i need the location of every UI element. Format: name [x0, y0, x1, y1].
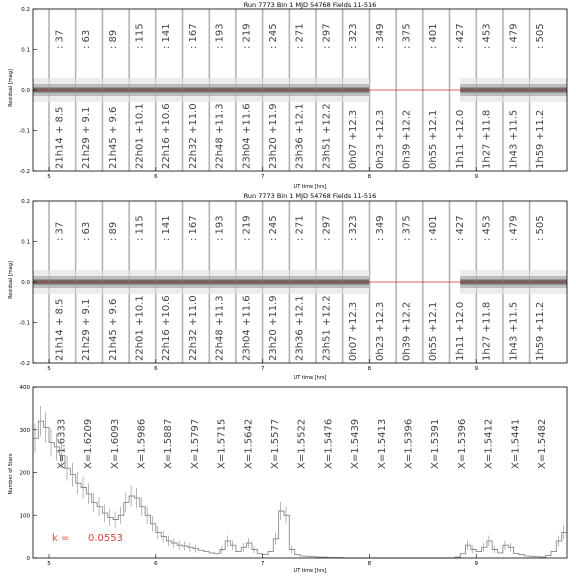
airmass-label: X=1.5887 [163, 418, 175, 469]
airmass-label: X=1.5396 [403, 418, 415, 469]
field-number-label: : 427 [454, 23, 466, 49]
field-number-label: : 115 [134, 23, 146, 49]
field-number-label: : 479 [508, 23, 520, 49]
ra-dec-label: 1h27 +11.8 [481, 109, 493, 169]
ra-dec-label: 23h20 +11.9 [267, 295, 279, 361]
panel-1-x-label: UT time [hrs] [293, 184, 327, 190]
field-number-label: : 37 [54, 29, 66, 49]
ra-dec-label: 23h36 +12.1 [294, 295, 306, 361]
field-number-label: : 349 [374, 215, 386, 241]
ra-dec-label: 0h07 +12.3 [348, 301, 360, 361]
ra-dec-label: 22h48 +11.3 [214, 103, 226, 169]
x-tick-label: 9 [474, 561, 478, 567]
field-number-label: : 271 [294, 23, 306, 49]
y-tick-label: 400 [19, 385, 30, 391]
ra-dec-label: 21h14 + 8.5 [54, 298, 66, 361]
field-number-label: : 89 [107, 221, 119, 241]
x-tick-label: 8 [367, 174, 372, 180]
field-number-label: : 375 [401, 215, 413, 241]
ra-dec-label: 22h32 +11.0 [187, 295, 199, 361]
x-tick-label: 6 [154, 174, 158, 180]
x-tick-label: 6 [154, 366, 158, 372]
ra-dec-label: 1h11 +12.0 [454, 301, 466, 361]
field-number-label: : 479 [508, 215, 520, 241]
field-number-label: : 167 [187, 23, 199, 49]
ra-dec-label: 0h39 +12.2 [401, 109, 413, 169]
field-number-label: : 401 [428, 215, 440, 241]
x-tick-label: 9 [474, 174, 478, 180]
field-number-label: : 245 [267, 23, 279, 49]
field-number-label: : 63 [81, 29, 93, 49]
airmass-label: X=1.5396 [456, 418, 468, 469]
ra-dec-label: 23h04 +11.6 [241, 103, 253, 169]
panel-1-ra-dec-labels [54, 103, 546, 169]
panel-2 [8, 192, 567, 381]
airmass-label: X=1.5797 [189, 418, 201, 469]
panel-2-ra-dec-labels [54, 295, 546, 361]
ra-dec-label: 0h07 +12.3 [348, 109, 360, 169]
airmass-label: X=1.6093 [109, 418, 121, 469]
panel-1-title: Run 7773 Bin 1 MJD 54768 Fields 11-516 [243, 1, 377, 9]
ra-dec-label: 22h01 +10.1 [134, 295, 146, 361]
y-tick-label: 0.2 [21, 199, 30, 205]
y-tick-label: 0 [26, 556, 30, 562]
x-tick-label: 6 [154, 561, 158, 567]
y-tick-label: -0.2 [19, 361, 30, 367]
field-number-label: : 375 [401, 23, 413, 49]
field-number-label: : 141 [161, 215, 173, 241]
field-number-label: : 245 [267, 215, 279, 241]
x-tick-label: 5 [47, 366, 51, 372]
field-number-label: : 453 [481, 23, 493, 49]
field-number-label: : 323 [348, 215, 360, 241]
field-number-label: : 297 [321, 23, 333, 49]
ra-dec-label: 23h04 +11.6 [241, 295, 253, 361]
airmass-label: X=1.5522 [296, 418, 308, 469]
airmass-label: X=1.6209 [83, 418, 95, 469]
panel-1-y-label: Residual [mag] [8, 69, 14, 107]
airmass-label: X=1.5441 [510, 418, 522, 469]
airmass-label: X=1.5476 [323, 418, 335, 469]
panel-3-x-ticks [47, 554, 478, 567]
ra-dec-label: 0h23 +12.3 [374, 301, 386, 361]
field-number-label: : 219 [241, 215, 253, 241]
airmass-label: X=1.5986 [136, 418, 148, 469]
ra-dec-label: 1h43 +11.5 [508, 109, 520, 169]
airmass-label: X=1.6333 [56, 418, 68, 469]
panel-3 [8, 385, 567, 574]
ra-dec-label: 0h23 +12.3 [374, 109, 386, 169]
ra-dec-label: 1h43 +11.5 [508, 301, 520, 361]
panel-2-x-label: UT time [hrs] [293, 375, 327, 381]
y-tick-label: 0.1 [21, 47, 30, 54]
field-number-label: : 297 [321, 215, 333, 241]
y-tick-label: 300 [19, 427, 30, 434]
y-tick-label: 0.0 [21, 88, 30, 94]
x-tick-label: 7 [260, 174, 265, 180]
field-number-label: : 427 [454, 215, 466, 241]
y-tick-label: 0.2 [21, 7, 30, 13]
x-tick-label: 7 [260, 561, 265, 567]
airmass-label: X=1.5412 [483, 418, 495, 469]
x-tick-label: 5 [47, 561, 51, 567]
field-number-label: : 349 [374, 23, 386, 49]
ra-dec-label: 23h20 +11.9 [267, 103, 279, 169]
y-tick-label: -0.1 [19, 128, 30, 135]
ra-dec-label: 21h29 + 9.1 [81, 298, 93, 361]
x-tick-label: 7 [260, 366, 265, 372]
field-number-label: : 115 [134, 215, 146, 241]
panel-1 [8, 1, 567, 190]
ra-dec-label: 23h36 +12.1 [294, 103, 306, 169]
field-number-label: : 505 [534, 215, 546, 241]
airmass-label: X=1.5642 [243, 418, 255, 469]
field-number-label: : 63 [81, 221, 93, 241]
panel-3-airmass-labels [56, 419, 548, 469]
y-tick-label: -0.1 [19, 320, 30, 327]
field-number-label: : 167 [187, 215, 199, 241]
x-tick-label: 9 [474, 366, 478, 372]
ra-dec-label: 22h16 +10.6 [161, 295, 173, 361]
field-number-label: : 219 [241, 23, 253, 49]
panel-3-k-label: k = [52, 533, 70, 544]
field-number-label: : 37 [54, 221, 66, 241]
airmass-label: X=1.5482 [536, 418, 548, 469]
panel-3-x-label: UT time [hrs] [293, 568, 327, 574]
ra-dec-label: 1h11 +12.0 [454, 109, 466, 169]
panel-3-y-ticks [20, 385, 38, 562]
airmass-label: X=1.5439 [350, 418, 362, 469]
airmass-label: X=1.5715 [216, 418, 228, 469]
ra-dec-label: 1h59 +11.2 [534, 109, 546, 169]
field-number-label: : 141 [161, 23, 173, 49]
airmass-label: X=1.5577 [269, 418, 281, 469]
panel-3-y-label: Number of Stars [8, 453, 14, 495]
panel-2-title: Run 7773 Bin 1 MJD 54768 Fields 11-516 [243, 192, 377, 200]
field-number-label: : 453 [481, 215, 493, 241]
panel-2-y-label: Residual [mag] [8, 261, 14, 299]
airmass-label: X=1.5413 [376, 418, 388, 469]
y-tick-label: 100 [19, 513, 30, 520]
ra-dec-label: 21h45 + 9.6 [107, 106, 119, 169]
y-tick-label: 0.1 [21, 239, 30, 246]
ra-dec-label: 1h27 +11.8 [481, 301, 493, 361]
ra-dec-label: 0h55 +12.1 [428, 109, 440, 169]
ra-dec-label: 1h59 +11.2 [534, 301, 546, 361]
ra-dec-label: 21h45 + 9.6 [107, 298, 119, 361]
panel-1-field-numbers [54, 23, 546, 49]
field-number-label: : 505 [534, 23, 546, 49]
x-tick-label: 8 [367, 366, 372, 372]
airmass-label: X=1.5391 [430, 418, 442, 469]
y-tick-label: -0.2 [19, 169, 30, 175]
ra-dec-label: 23h51 +12.2 [321, 295, 333, 361]
ra-dec-label: 23h51 +12.2 [321, 103, 333, 169]
ra-dec-label: 21h14 + 8.5 [54, 106, 66, 169]
y-tick-label: 0.0 [21, 280, 30, 286]
field-number-label: : 323 [348, 23, 360, 49]
ra-dec-label: 21h29 + 9.1 [81, 106, 93, 169]
field-number-label: : 193 [214, 215, 226, 241]
ra-dec-label: 0h55 +12.1 [428, 301, 440, 361]
ra-dec-label: 0h39 +12.2 [401, 301, 413, 361]
x-tick-label: 5 [47, 174, 51, 180]
ra-dec-label: 22h01 +10.1 [134, 103, 146, 169]
field-number-label: : 193 [214, 23, 226, 49]
field-number-label: : 401 [428, 23, 440, 49]
field-number-label: : 89 [107, 29, 119, 49]
panel-3-k-value: 0.0553 [88, 533, 123, 544]
ra-dec-label: 22h16 +10.6 [161, 103, 173, 169]
field-number-label: : 271 [294, 215, 306, 241]
panel-2-field-numbers [54, 215, 546, 241]
ra-dec-label: 22h32 +11.0 [187, 103, 199, 169]
x-tick-label: 8 [367, 561, 372, 567]
y-tick-label: 200 [19, 470, 30, 477]
ra-dec-label: 22h48 +11.3 [214, 295, 226, 361]
